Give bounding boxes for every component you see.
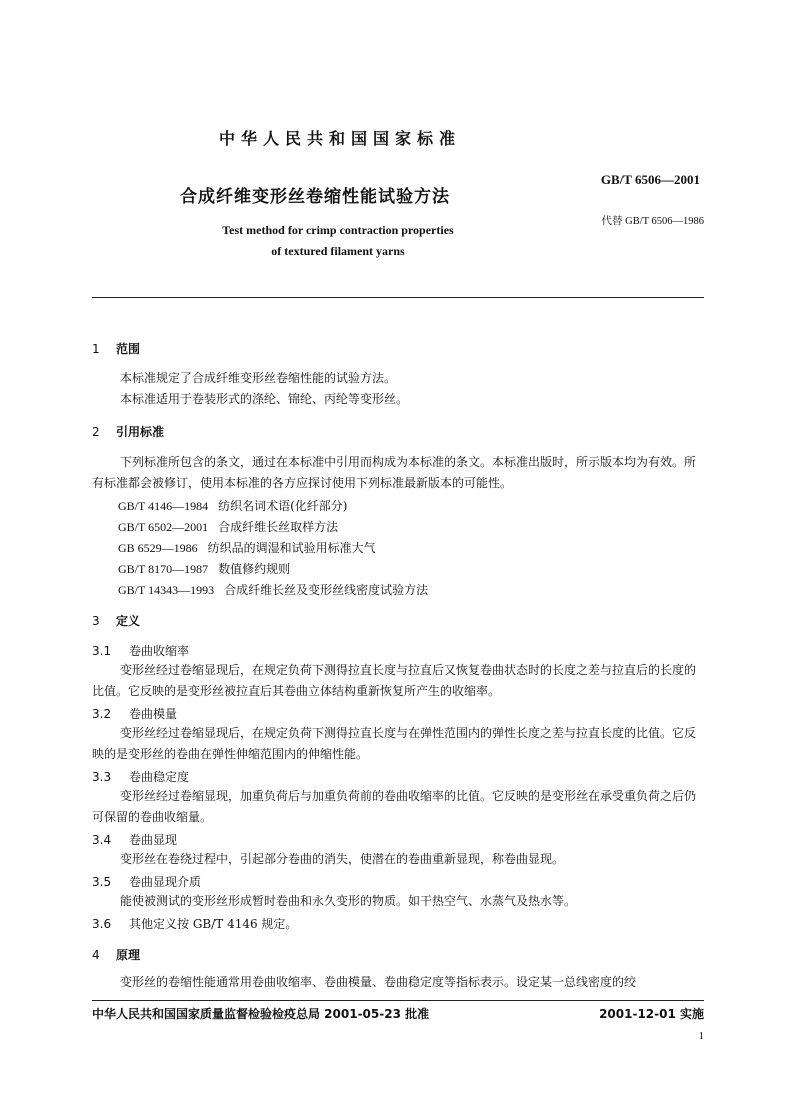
section-title: 引用标准 [116, 425, 165, 439]
definition-term: 卷曲模量 [129, 707, 178, 721]
section-number: 3 [92, 614, 100, 628]
document-title-en-line2: of textured filament yarns [271, 244, 405, 258]
reference-code: GB/T 8170—1987 [118, 562, 209, 576]
definition-heading [92, 642, 189, 659]
reference-name: 合成纤维长丝及变形丝线密度试验方法 [224, 583, 429, 597]
definition-term: 卷曲收缩率 [129, 644, 190, 658]
page-number: 1 [698, 1030, 704, 1042]
section-number: 1 [92, 342, 100, 356]
section-title: 原理 [116, 948, 141, 962]
section-title: 范围 [116, 342, 141, 356]
definition-text: 变形丝经过卷缩显现，加重负荷后与加重负荷前的卷曲收缩率的比值。它反映的是变形丝在承受重负荷之后仍可保留的卷曲收缩量。 [92, 789, 697, 824]
definition-text: 能使被测试的变形丝形成暂时卷曲和永久变形的物质。如干热空气、水蒸气及热水等。 [120, 894, 577, 908]
national-standard-heading: 中华人民共和国国家标准 [218, 129, 461, 148]
definition-heading [92, 873, 201, 890]
definition-text: 变形丝经过卷缩显现后，在规定负荷下测得拉直长度与拉直后又恢复卷曲状态时的长度之差与拉直后的长度的比值。它反映的是变形丝被拉直后其卷曲立体结构重新恢复所产生的收缩率。 [92, 663, 697, 698]
section-2-heading [92, 423, 164, 440]
section-4-body: 变形丝的卷缩性能通常用卷曲收缩率、卷曲模量、卷曲稳定度等指标表示。设定某一总线密度的绞 [120, 975, 637, 989]
reference-name: 纺织品的调湿和试验用标准大气 [207, 541, 376, 555]
reference-name: 合成纤维长丝取样方法 [218, 520, 339, 534]
section-2-intro: 下列标准所包含的条文，通过在本标准中引用而构成为本标准的条文。本标准出版时，所示版本均为有效。所有标准都会被修订，使用本标准的各方应探讨使用下列标准最新版本的可能性。 [92, 455, 697, 490]
definition-heading [92, 768, 189, 785]
definition-number: 3.2 [92, 707, 112, 721]
reference-name: 数值修约规则 [218, 562, 291, 576]
reference-item [118, 539, 376, 556]
approval-statement: 中华人民共和国国家质量监督检验检疫总局 2001-05-23 批准 [92, 1007, 430, 1021]
section-number: 2 [92, 425, 100, 439]
definition-term: 卷曲显现 [129, 833, 178, 847]
paragraph: 本标准适用于卷装形式的涤纶、锦纶、丙纶等变形丝。 [120, 392, 409, 406]
reference-code: GB 6529—1986 [118, 541, 198, 555]
definition-number: 3.5 [92, 875, 112, 889]
reference-item [118, 518, 338, 535]
definition-text: 变形丝经过卷缩显现后，在规定负荷下测得拉直长度与在弹性范围内的弹性长度之差与拉直长度的比值。它反映的是变形丝的卷曲在弹性伸缩范围内的伸缩性能。 [92, 726, 697, 761]
definition-heading [92, 915, 297, 932]
definition-heading [92, 831, 177, 848]
definition-heading [92, 705, 177, 722]
reference-item [118, 497, 348, 514]
definition-term: 其他定义按 GB/T 4146 规定。 [129, 917, 298, 931]
section-3-heading [92, 612, 140, 629]
reference-item [118, 560, 290, 577]
section-4-heading [92, 946, 140, 963]
definition-text: 变形丝在卷绕过程中，引起部分卷曲的消失，使潜在的卷曲重新显现，称卷曲显现。 [120, 852, 565, 866]
document-title-en-line1: Test method for crimp contraction properties [222, 223, 454, 237]
definition-number: 3.1 [92, 644, 112, 658]
definition-number: 3.4 [92, 833, 112, 847]
section-1-body [92, 368, 704, 410]
reference-code: GB/T 14343—1993 [118, 583, 215, 597]
footer-divider [92, 1000, 704, 1001]
section-title: 定义 [116, 614, 141, 628]
definition-term: 卷曲稳定度 [129, 770, 190, 784]
definition-number: 3.6 [92, 917, 112, 931]
header-divider [92, 297, 704, 298]
section-number: 4 [92, 948, 100, 962]
reference-code: GB/T 4146—1984 [118, 499, 209, 513]
reference-name: 纺织名词术语(化纤部分) [218, 499, 348, 513]
section-1-heading [92, 340, 140, 357]
paragraph: 本标准规定了合成纤维变形丝卷缩性能的试验方法。 [120, 371, 397, 385]
document-title-cn: 合成纤维变形丝卷缩性能试验方法 [180, 187, 450, 207]
reference-item [118, 581, 428, 598]
definition-term: 卷曲显现介质 [129, 875, 202, 889]
implementation-date: 2001-12-01 实施 [599, 1007, 704, 1021]
replaces-standard: 代替 GB/T 6506—1986 [601, 216, 704, 227]
reference-code: GB/T 6502—2001 [118, 520, 209, 534]
definition-number: 3.3 [92, 770, 112, 784]
standard-number: GB/T 6506—2001 [600, 172, 700, 187]
